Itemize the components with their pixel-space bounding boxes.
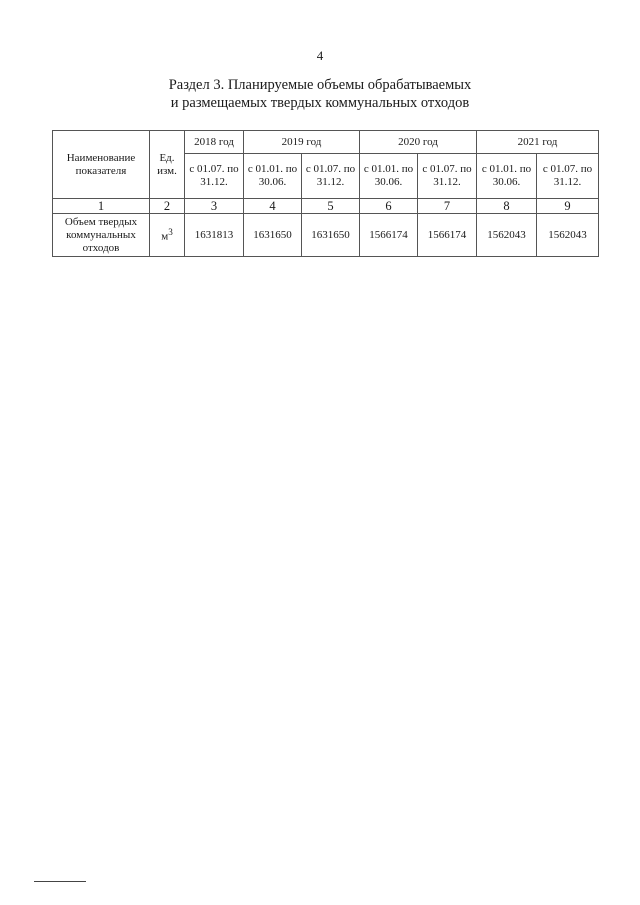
column-number: 6 (360, 199, 418, 214)
header-period: с 01.07. по 31.12. (418, 154, 477, 199)
column-number: 9 (537, 199, 599, 214)
header-year-2019: 2019 год (244, 131, 360, 154)
header-year-2021: 2021 год (477, 131, 599, 154)
page-number: 4 (316, 48, 324, 63)
unit-cell (150, 214, 185, 257)
header-period: с 01.07. по 31.12. (302, 154, 360, 199)
waste-volume-table (52, 130, 599, 257)
column-number: 3 (185, 199, 244, 214)
header-period: с 01.07. по 31.12. (185, 154, 244, 199)
column-number: 8 (477, 199, 537, 214)
value-cell: 1562043 (537, 214, 599, 257)
header-unit: Ед. изм. (150, 131, 185, 199)
value-cell: 1566174 (418, 214, 477, 257)
header-year-2020: 2020 год (360, 131, 477, 154)
column-number-row (53, 199, 599, 214)
value-cell: 1631650 (244, 214, 302, 257)
section-title-line-2: и размещаемых твердых коммунальных отходов (170, 95, 470, 111)
value-cell: 1631650 (302, 214, 360, 257)
column-number: 5 (302, 199, 360, 214)
section-title (0, 76, 640, 112)
value-cell: 1566174 (360, 214, 418, 257)
table-row (53, 214, 599, 257)
value-cell: 1562043 (477, 214, 537, 257)
header-period: с 01.01. по 30.06. (244, 154, 302, 199)
column-number: 4 (244, 199, 302, 214)
header-indicator-name: Наименование показателя (53, 131, 150, 199)
unit-superscript: 3 (168, 227, 173, 238)
column-number: 2 (150, 199, 185, 214)
header-period: с 01.07. по 31.12. (537, 154, 599, 199)
header-period: с 01.01. по 30.06. (360, 154, 418, 199)
column-number: 7 (418, 199, 477, 214)
section-title-line-1: Раздел 3. Планируемые объемы обрабатываемых (168, 77, 472, 93)
header-year-2018: 2018 год (185, 131, 244, 154)
indicator-name: Объем твердых коммунальных отходов (53, 214, 150, 257)
header-period: с 01.01. по 30.06. (477, 154, 537, 199)
unit-base: м (161, 230, 169, 243)
value-cell: 1631813 (185, 214, 244, 257)
column-number: 1 (53, 199, 150, 214)
footer-line (34, 881, 86, 882)
